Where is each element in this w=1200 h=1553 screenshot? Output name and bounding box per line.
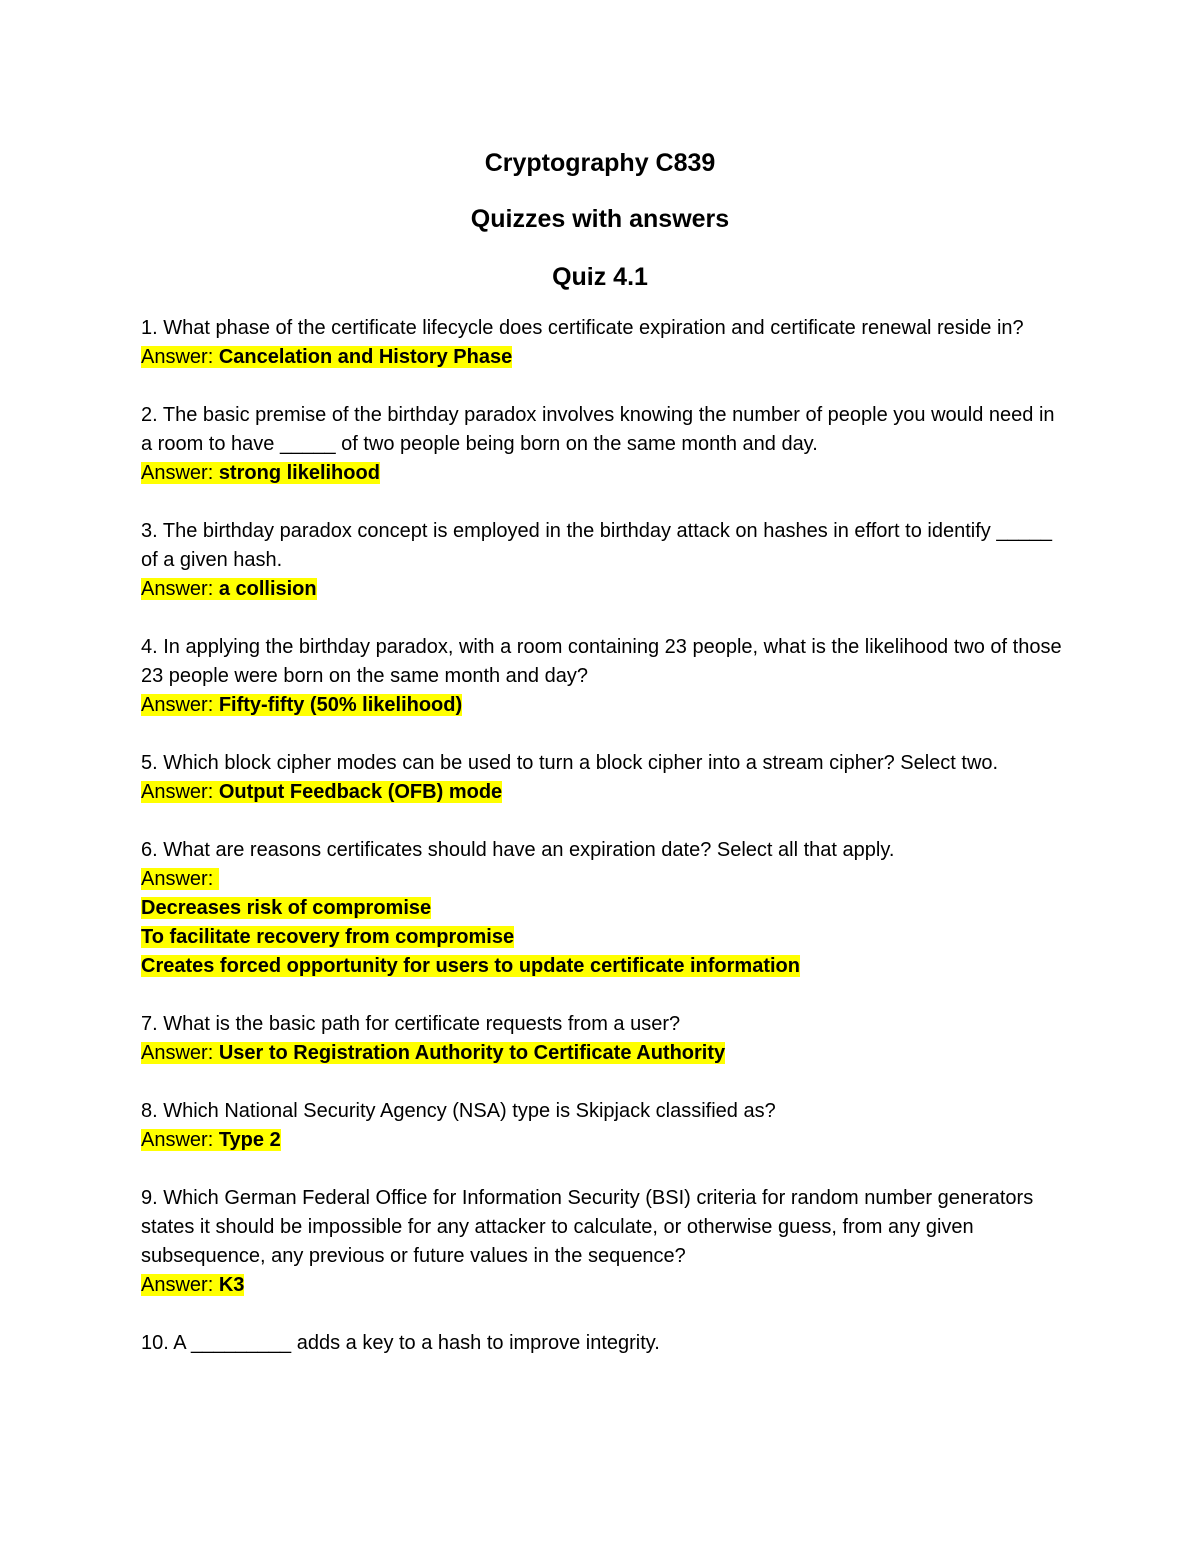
answer-value: Output Feedback (OFB) mode xyxy=(218,781,503,803)
question-item xyxy=(141,517,1071,604)
question-item xyxy=(141,1184,1071,1300)
answer-value: Cancelation and History Phase xyxy=(218,346,513,368)
question-text: 7. What is the basic path for certificate requests from a user? xyxy=(141,1013,681,1035)
answer-highlight xyxy=(141,694,462,716)
answer-highlight xyxy=(141,578,317,600)
answer-label: Answer: xyxy=(141,1042,214,1064)
question-text: 4. In applying the birthday paradox, with a room containing 23 people, what is the likelihood two of those 23 people were born on the same month and day? xyxy=(141,636,1062,687)
answer-highlight xyxy=(141,868,219,890)
question-item xyxy=(141,1010,1071,1068)
answer-item-line xyxy=(141,952,1071,981)
answer-label: Answer: xyxy=(141,868,214,890)
question-item xyxy=(141,1329,1071,1358)
answer-item: Creates forced opportunity for users to update certificate information xyxy=(141,955,800,977)
question-text: 10. A _________ adds a key to a hash to improve integrity. xyxy=(141,1332,660,1354)
answer-line xyxy=(141,778,1071,807)
question-text: 5. Which block cipher modes can be used to turn a block cipher into a stream cipher? Select two. xyxy=(141,752,999,774)
answer-value: K3 xyxy=(218,1274,245,1296)
answer-label: Answer: xyxy=(141,1274,214,1296)
answer-highlight xyxy=(141,1129,281,1151)
answer-line xyxy=(141,343,1071,372)
answer-value: Fifty-fifty (50% likelihood) xyxy=(218,694,463,716)
answer-highlight xyxy=(141,1274,244,1296)
answer-item-line xyxy=(141,894,1071,923)
answer-label: Answer: xyxy=(141,462,214,484)
answer-label: Answer: xyxy=(141,781,214,803)
question-text: 9. Which German Federal Office for Information Security (BSI) criteria for random number generators states it should be impossible for any attacker to calculate, or otherwise guess, from any given subsequence, any previous or future values in the sequence? xyxy=(141,1187,1034,1267)
question-text: 1. What phase of the certificate lifecycle does certificate expiration and certificate renewal reside in? xyxy=(141,317,1024,339)
answer-value: a collision xyxy=(218,578,317,600)
answer-line xyxy=(141,459,1071,488)
answer-value: Type 2 xyxy=(218,1129,281,1151)
answer-highlight xyxy=(141,462,380,484)
answer-highlight xyxy=(141,1042,725,1064)
question-item xyxy=(141,401,1071,488)
section-heading: Quiz 4.1 xyxy=(552,263,648,291)
question-list xyxy=(141,314,1071,1387)
answer-highlight xyxy=(141,346,512,368)
question-item xyxy=(141,314,1071,372)
answer-value: User to Registration Authority to Certificate Authority xyxy=(218,1042,726,1064)
answer-line xyxy=(141,1271,1071,1300)
document-title: Cryptography C839 xyxy=(484,149,716,177)
question-text: 3. The birthday paradox concept is employed in the birthday attack on hashes in effort to identify _____ of a given hash. xyxy=(141,520,1052,571)
answer-label: Answer: xyxy=(141,1129,214,1151)
question-item xyxy=(141,633,1071,720)
question-text: 6. What are reasons certificates should have an expiration date? Select all that apply. xyxy=(141,839,895,861)
document-subtitle: Quizzes with answers xyxy=(470,205,730,233)
answer-item: To facilitate recovery from compromise xyxy=(141,926,515,948)
question-text: 2. The basic premise of the birthday paradox involves knowing the number of people you would need in a room to have _____ of two people being born on the same month and day. xyxy=(141,404,1055,455)
question-item xyxy=(141,1097,1071,1155)
answer-label: Answer: xyxy=(141,694,214,716)
answer-item: Decreases risk of compromise xyxy=(141,897,432,919)
answer-line xyxy=(141,865,1071,894)
answer-label: Answer: xyxy=(141,346,214,368)
answer-label: Answer: xyxy=(141,578,214,600)
answer-line xyxy=(141,1126,1071,1155)
question-item xyxy=(141,836,1071,981)
answer-line xyxy=(141,1039,1071,1068)
answer-value: strong likelihood xyxy=(218,462,380,484)
answer-line xyxy=(141,691,1071,720)
question-item xyxy=(141,749,1071,807)
question-text: 8. Which National Security Agency (NSA) type is Skipjack classified as? xyxy=(141,1100,776,1122)
answer-item-line xyxy=(141,923,1071,952)
answer-highlight xyxy=(141,781,502,803)
answer-line xyxy=(141,575,1071,604)
